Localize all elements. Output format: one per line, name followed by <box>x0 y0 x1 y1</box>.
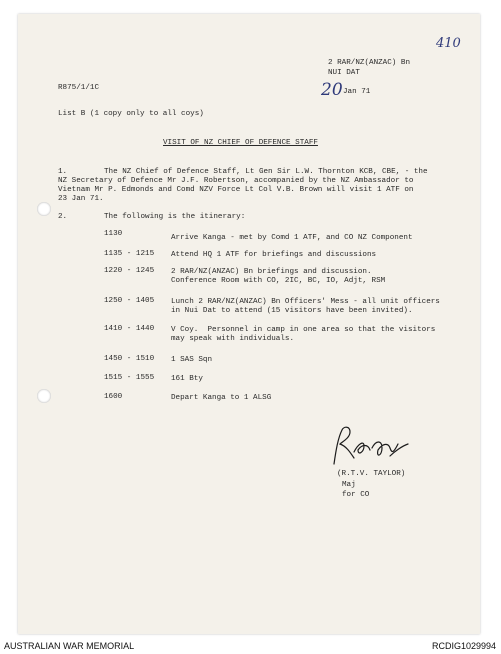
unit-heading: 2 RAR/NZ(ANZAC) Bn <box>328 59 411 67</box>
para1-line: NZ Secretary of Defence Mr J.F. Robertson, accompanied by the NZ Ambassador to <box>58 177 414 185</box>
itinerary-time: 1450 - 1510 <box>104 355 155 363</box>
itinerary-text: Attend HQ 1 ATF for briefings and discussions <box>171 251 377 259</box>
signatory-name: (R.T.V. TAYLOR) <box>337 470 406 478</box>
itinerary-text: 1 SAS Sqn <box>171 356 213 364</box>
itinerary-time: 1250 - 1405 <box>104 297 155 305</box>
date-day-handwritten: 20 <box>321 80 343 100</box>
handwritten-signature <box>328 422 418 472</box>
punch-hole-bottom <box>37 389 51 403</box>
document-title: VISIT OF NZ CHIEF OF DEFENCE STAFF <box>163 139 318 147</box>
itinerary-text: in Nui Dat to attend (15 visitors have been invited). <box>171 307 413 315</box>
para1-line: The NZ Chief of Defence Staff, Lt Gen Sir L.W. Thornton KCB, CBE, - the <box>104 168 428 176</box>
itinerary-time: 1515 - 1555 <box>104 374 155 382</box>
itinerary-time: 1130 <box>104 230 123 238</box>
itinerary-text: Depart Kanga to 1 ALSG <box>171 394 272 402</box>
itinerary-time: 1220 - 1245 <box>104 267 155 275</box>
itinerary-text: V Coy. Personnel in camp in one area so that the visitors <box>171 326 436 334</box>
date-rest: Jan 71 <box>343 88 371 96</box>
signatory-for: for CO <box>342 491 370 499</box>
file-reference: R875/1/1C <box>58 84 100 92</box>
archive-footer <box>0 638 501 654</box>
para2-intro: The following is the itinerary: <box>104 213 246 221</box>
para1-line: Vietnam Mr P. Edmonds and Comd NZV Force Lt Col V.B. Brown will visit 1 ATF on <box>58 186 414 194</box>
itinerary-time: 1135 - 1215 <box>104 250 155 258</box>
signatory-rank: Maj <box>342 481 356 489</box>
punch-hole-top <box>37 202 51 216</box>
location-heading: NUI DAT <box>328 69 360 77</box>
archive-name: AUSTRALIAN WAR MEMORIAL <box>4 641 135 651</box>
para1-line: 23 Jan 71. <box>58 195 104 203</box>
distribution-line: List B (1 copy only to all coys) <box>58 110 204 118</box>
itinerary-text: 161 Bty <box>171 375 203 383</box>
itinerary-text: Arrive Kanga - met by Comd 1 ATF, and CO NZ Component <box>171 234 413 242</box>
itinerary-text: Lunch 2 RAR/NZ(ANZAC) Bn Officers' Mess - all unit officers <box>171 298 440 306</box>
itinerary-text: may speak with individuals. <box>171 335 295 343</box>
itinerary-time: 1410 - 1440 <box>104 325 155 333</box>
itinerary-text: 2 RAR/NZ(ANZAC) Bn briefings and discussion. <box>171 268 372 276</box>
page-number-mark: 410 <box>436 36 461 51</box>
itinerary-time: 1600 <box>104 393 123 401</box>
para2-number: 2. <box>58 213 68 221</box>
itinerary-text: Conference Room with CO, 2IC, BC, IO, Adjt, RSM <box>171 277 386 285</box>
archive-reference: RCDIG1029994 <box>431 641 496 651</box>
para1-number: 1. <box>58 168 68 176</box>
document-page <box>18 14 480 634</box>
